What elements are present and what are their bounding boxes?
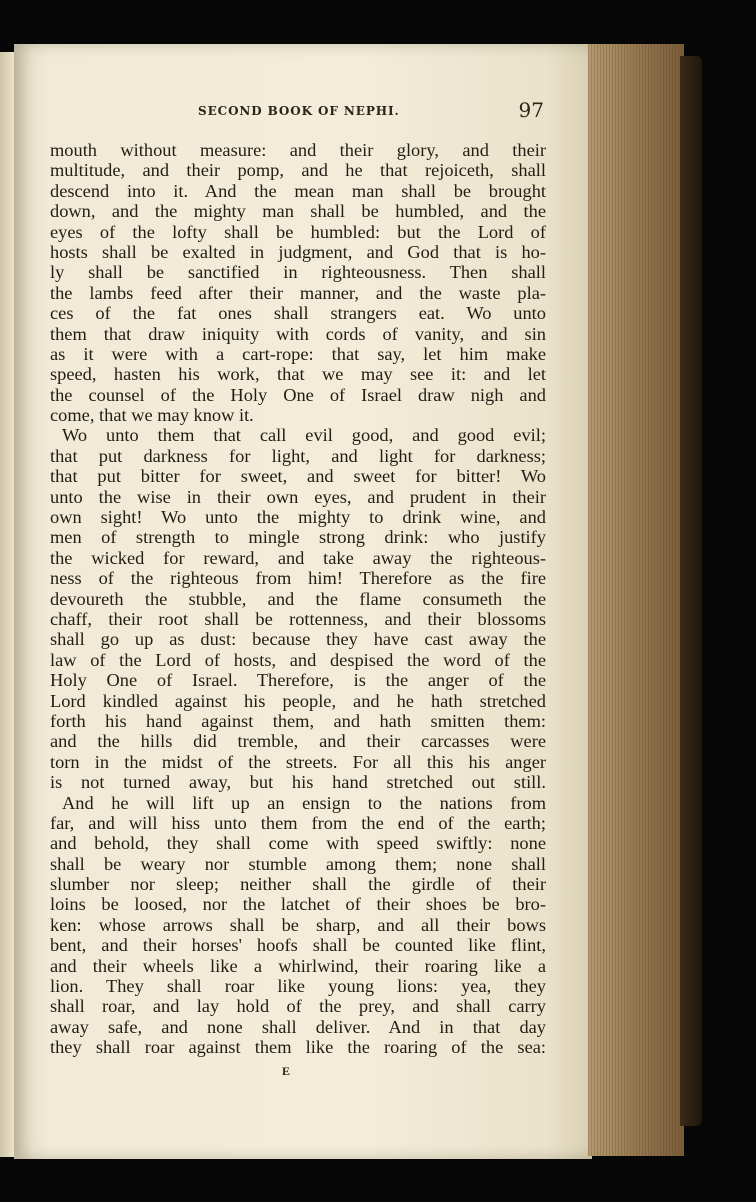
text-line: devoureth the stubble, and the flame consumeth the — [50, 588, 546, 609]
text-line: they shall roar against them like the roaring of the sea: — [50, 1037, 546, 1058]
text-line: And he will lift up an ensign to the nations from — [62, 792, 546, 813]
text-line: Wo unto them that call evil good, and good evil; — [62, 425, 546, 446]
text-line: eyes of the lofty shall be humbled: but the Lord of — [50, 221, 546, 242]
text-line: ness of the righteous from him! Therefore as the fire — [50, 568, 546, 589]
body-text — [50, 140, 546, 1058]
text-line: Lord kindled against his people, and he hath stretched — [50, 690, 546, 711]
running-head — [60, 98, 544, 126]
text-line: the counsel of the Holy One of Israel draw nigh and — [50, 384, 546, 405]
text-line: hosts shall be exalted in judgment, and God that is ho- — [50, 241, 546, 262]
text-line: that put bitter for sweet, and sweet for bitter! Wo — [50, 466, 546, 487]
text-line: shall be weary nor stumble among them; none shall — [50, 853, 546, 874]
text-line: lion. They shall roar like young lions: yea, they — [50, 976, 546, 997]
text-line: own sight! Wo unto the mighty to drink wine, and — [50, 507, 546, 528]
text-line: down, and the mighty man shall be humbled, and the — [50, 201, 546, 222]
text-line: away safe, and none shall deliver. And in that day — [50, 1016, 546, 1037]
text-line: far, and will hiss unto them from the end of the earth; — [50, 812, 546, 833]
book-cover — [680, 56, 702, 1126]
text-line: the wicked for reward, and take away the righteous- — [50, 547, 546, 568]
text-line: ly shall be sanctified in righteousness. Then shall — [50, 262, 546, 283]
text-line: shall roar, and lay hold of the prey, and shall carry — [50, 996, 546, 1017]
text-line: and the hills did tremble, and their carcasses were — [50, 731, 546, 752]
text-line: as it were with a cart-rope: that say, let him make — [50, 343, 546, 364]
text-line: bent, and their horses' hoofs shall be counted like flint, — [50, 935, 546, 956]
text-line: mouth without measure: and their glory, and their — [50, 140, 546, 160]
text-line: is not turned away, but his hand stretched out still. — [50, 772, 546, 793]
text-line: multitude, and their pomp, and he that rejoiceth, shall — [50, 160, 546, 181]
text-line: that put darkness for light, and light for darkness; — [50, 445, 546, 466]
text-line: law of the Lord of hosts, and despised the word of the — [50, 649, 546, 670]
text-line: torn in the midst of the streets. For all this his anger — [50, 751, 546, 772]
page-edges — [588, 44, 684, 1156]
text-line: speed, hasten his work, that we may see it: and let — [50, 364, 546, 385]
signature-mark: E — [282, 1064, 291, 1078]
text-line: chaff, their root shall be rottenness, and their blossoms — [50, 608, 546, 629]
text-line: slumber nor sleep; neither shall the girdle of their — [50, 874, 546, 895]
text-line: shall go up as dust: because they have cast away the — [50, 629, 546, 650]
text-line: and their wheels like a whirlwind, their roaring like a — [50, 955, 546, 976]
text-line: descend into it. And the mean man shall be brought — [50, 180, 546, 201]
running-title: SECOND BOOK OF NEPHI. — [198, 104, 400, 118]
text-line: come, that we may know it. — [50, 405, 254, 426]
text-line: loins be loosed, nor the latchet of their shoes be bro- — [50, 894, 546, 915]
facing-page-edge — [0, 52, 15, 1157]
text-line: forth his hand against them, and hath smitten them: — [50, 710, 546, 731]
text-line: Holy One of Israel. Therefore, is the anger of the — [50, 670, 546, 691]
text-line: the lambs feed after their manner, and the waste pla- — [50, 282, 546, 303]
page-number: 97 — [518, 98, 544, 122]
text-line: them that draw iniquity with cords of vanity, and sin — [50, 323, 546, 344]
text-line: and behold, they shall come with speed swiftly: none — [50, 833, 546, 854]
text-line: ces of the fat ones shall strangers eat. Wo unto — [50, 303, 546, 324]
text-line: ken: whose arrows shall be sharp, and all their bows — [50, 914, 546, 935]
text-line: unto the wise in their own eyes, and prudent in their — [50, 486, 546, 507]
text-line: men of strength to mingle strong drink: who justify — [50, 527, 546, 548]
